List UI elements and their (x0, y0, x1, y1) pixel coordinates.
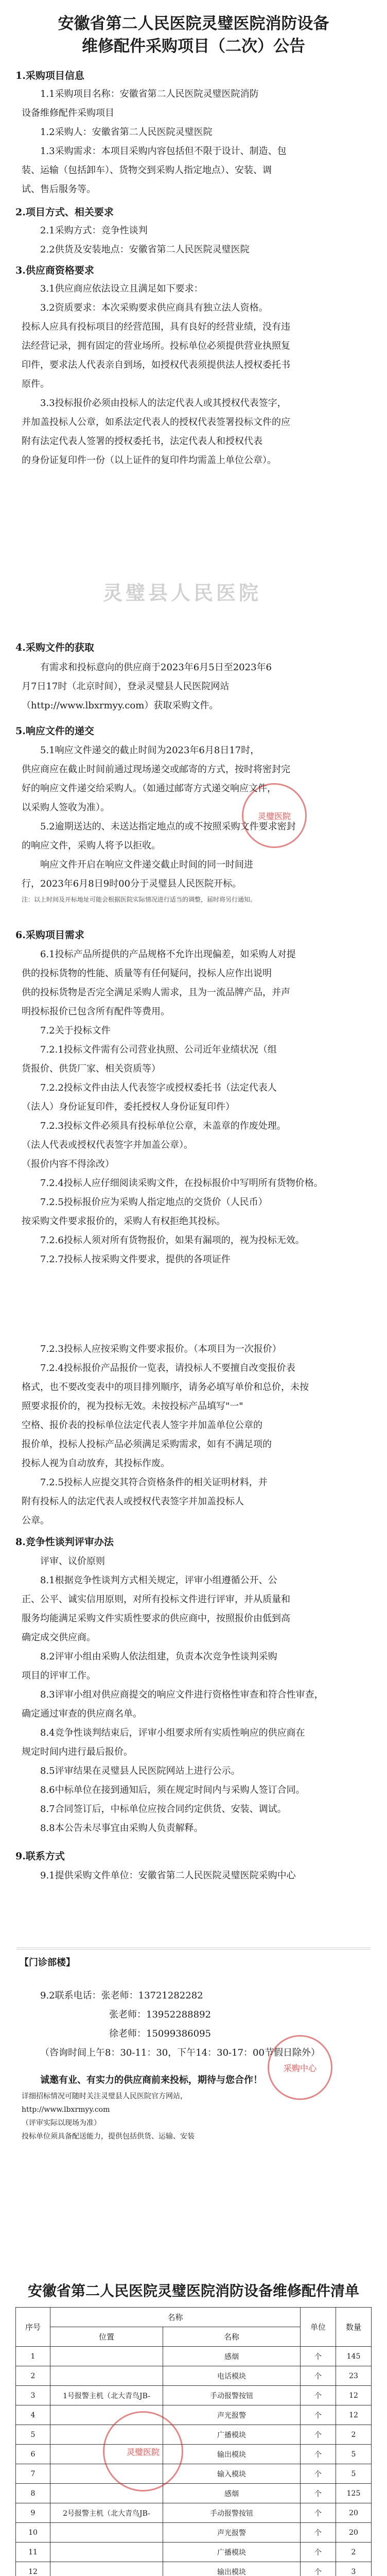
table-cell-pos: 1号报警主机（北大青鸟JB- (50, 2386, 163, 2405)
table-cell-qty: 20 (336, 2523, 372, 2543)
table-cell-qty: 23 (336, 2366, 372, 2386)
contact-phone-1: 9.2联系电话：张老师：13721282282 (40, 1990, 203, 2001)
s6-line: 7.2.5投标报价应为采购人指定地点的交货价（人民币） (40, 1197, 268, 1208)
table-cell-unit: 个 (301, 2562, 336, 2576)
table-cell-idx: 9 (16, 2503, 50, 2523)
table-cell-item: 输出模块 (163, 2445, 301, 2464)
s8-line: 项目的评审工作。 (22, 1670, 96, 1681)
section-5-heading: 5.响应文件的递交 (15, 725, 94, 737)
s9-line: 9.1提供采购文件单位：安徽省第二人民医院灵璧医院采购中心 (40, 1870, 296, 1881)
official-seal (268, 2035, 332, 2100)
s5-note: 注：以上时间及开标地址可能会根据医院实际情况进行适当的调整，届时将另行通知。 (22, 896, 257, 903)
table-row (16, 2347, 372, 2366)
contact-box-top-rule (16, 1947, 371, 1950)
s1-line: 设备维修配件采购项目 (22, 108, 114, 118)
table-cell-idx: 10 (16, 2523, 50, 2543)
s1-line: 装、运输（包括卸车）、货物交到采购人指定地点）、安装、调 (22, 165, 272, 176)
s5-line: 响应文件开启在响应文件递交截止时间的同一时间进 (40, 859, 253, 870)
s7-line: 附有投标人的法定代表人或授权代表签字并加盖投标人 (22, 1496, 244, 1507)
s8-line: 规定时间内进行最后报价。 (22, 1747, 133, 1757)
table-cell-qty: 145 (336, 2347, 372, 2366)
s8-line: 8.7合同签订后，中标单位应按合同约定供货、安装、调试。 (40, 1804, 287, 1815)
table-header-row (16, 2308, 372, 2327)
table-cell-item: 声光报警 (163, 2405, 301, 2425)
section-6-heading: 6.采购项目需求 (15, 929, 84, 941)
col-unit: 单位 (301, 2308, 336, 2347)
contact-website-link[interactable]: http://www.lbxrmyy.com (22, 2106, 110, 2114)
section-2-heading: 2.项目方式、相关要求 (15, 207, 114, 218)
s3-line: 投标人应具有投标项目的经营范围，具有良好的经营业绩，没有违 (22, 321, 290, 332)
section-9-heading: 9.联系方式 (15, 1851, 65, 1862)
s8-line: 8.1根据竞争性谈判方式相关规定，评审小组遵循公开、公 (40, 1575, 277, 1586)
s8-line: 评审、议价原则 (40, 1556, 105, 1567)
table-cell-item: 感烟 (163, 2347, 301, 2366)
section-8-body (22, 1552, 364, 1838)
table-cell-unit: 个 (301, 2523, 336, 2543)
seal-text: 灵璧医院 (257, 811, 291, 821)
s5-line: 供应商应在截止时间前通过现场递交或邮寄的方式，按时将密封完 (22, 764, 290, 775)
section-3-heading: 3.供应商资格要求 (15, 265, 94, 276)
document-title (0, 12, 387, 58)
s7-line: 照要求报价的，视为投标无效。未按投标产品填写"一" (22, 1401, 243, 1412)
parts-table (15, 2307, 372, 2576)
s3-line: 法经营记录，拥有固定的营业场所。投标单位必须提供营业执照复 (22, 341, 290, 351)
table-row (16, 2503, 372, 2523)
parts-table-title: 安徽省第二人民医院灵璧医院消防设备维修配件清单 (27, 2282, 359, 2299)
table-cell-item: 电话模块 (163, 2366, 301, 2386)
s3-line: 3.1供应商应依法设立且满足如下要求： (40, 283, 203, 294)
s8-line: 8.4竞争性谈判结束后，评审小组要求所有实质性响应的供应商在 (40, 1727, 305, 1738)
table-cell-idx: 3 (16, 2386, 50, 2405)
s3-line: 3.2资质要求：本次采购要求供应商具有独立法人资格。 (40, 302, 268, 313)
watermark-text: 灵璧县人民医院 (103, 581, 262, 604)
table-cell-qty: 12 (336, 2386, 372, 2405)
seal-text: 灵璧医院 (126, 2447, 160, 2457)
col-qty: 数量 (336, 2308, 372, 2347)
s6-line: 明投标报价已包含所有配件等费用。 (22, 1006, 170, 1017)
table-cell-pos: 2号报警主机（北大青鸟JB- (50, 2503, 163, 2523)
s2-line: 2.1采购方式：竞争性谈判 (40, 225, 148, 236)
table-cell-item: 广播模块 (163, 2425, 301, 2445)
table-cell-qty: 20 (336, 2503, 372, 2523)
s6-line: 货报价、供货厂家、相关资质等） (22, 1063, 161, 1074)
section-1-heading: 1.采购项目信息 (15, 70, 84, 81)
table-cell-pos (50, 2562, 163, 2576)
table-cell-qty: 125 (336, 2484, 372, 2503)
section-4-body (22, 658, 364, 715)
s7-line: 报价单，投标人投标产品必须满足采购需求，如有不满足项的 (22, 1439, 272, 1450)
s5-line: 5.1响应文件递交的截止时间为2023年6月8日17时， (40, 745, 260, 756)
table-cell-idx: 5 (16, 2425, 50, 2445)
s3-line: 3.3投标报价必须由投标人的法定代表人或其授权代表签字， (40, 398, 287, 409)
s4-line: （http://www.lbxrmyy.com）获取采购文件。 (22, 700, 219, 711)
s3-line: 的身份证复印件一份（以上证件的复印件均需盖上单位公章）。 (22, 455, 276, 466)
table-cell-item: 输入模块 (163, 2464, 301, 2484)
s8-line: 8.5评审结果在灵璧县人民医院网站上进行公示。 (40, 1766, 240, 1776)
s6-line: 7.2.6投标人须对所有货物报价，如果有漏项的，视为投标无效。 (40, 1235, 305, 1246)
section-2-body (22, 221, 364, 259)
table-cell-item: 输出模块 (163, 2562, 301, 2576)
title-line-1: 安徽省第二人民医院灵璧医院消防设备 (58, 14, 329, 33)
table-cell-item: 声光报警 (163, 2523, 301, 2543)
s4-line: 月7日17时（北京时间），登录灵璧县人民医院网站 (22, 681, 230, 692)
contact-welcome: 诚邀有业、有实力的供应商前来投标，期待与您合作！ (40, 2075, 262, 2086)
s6-line: 7.2.4投标人应仔细阅读采购文件，在投标报价中写明所有货物价格。 (40, 1178, 323, 1189)
table-cell-qty: 2 (336, 2543, 372, 2562)
table-row (16, 2543, 372, 2562)
s6-line: 按采购文件要求报价的，采购人有权拒绝其投标。 (22, 1216, 225, 1227)
table-cell-unit: 个 (301, 2543, 336, 2562)
s8-line: 正、公平、诚实信用原则，对所有投标文件进行评审，并从质量和 (22, 1594, 290, 1605)
table-row (16, 2425, 372, 2445)
s3-line: 印件，要求法人代表亲自到场，如授权代表须提供法人授权委托书 (22, 360, 290, 370)
contact-phone-2: 张老师：13952288892 (109, 2009, 211, 2020)
s6-line: 7.2.3投标文件必须具有投标单位公章，未盖章的作废处理。 (40, 1121, 286, 1131)
s5-line: 5.2逾期送达的、未送达指定地点的或不按照采购文件要求密封 (40, 821, 296, 832)
table-cell-item: 手动报警按钮 (163, 2386, 301, 2405)
table-cell-idx: 1 (16, 2347, 50, 2366)
s1-line: 1.2采购人：安徽省第二人民医院灵璧医院 (40, 127, 213, 138)
section-9-body (22, 1866, 364, 1885)
table-cell-unit: 个 (301, 2366, 336, 2386)
table-cell-qty: 5 (336, 2445, 372, 2464)
table-cell-unit: 个 (301, 2464, 336, 2484)
contact-note: 投标单位须具备配送能力，提供包括供货、运输、安装 (22, 2132, 195, 2141)
s6-line: 7.2.2投标文件由法人代表签字或授权委托书（法定代表人 (40, 1082, 277, 1093)
table-row (16, 2484, 372, 2503)
s7-line: 投标人视为自动放弃，其投标作废。 (22, 1458, 170, 1469)
s8-line: 8.2评审小组由采购人依法组建，负责本次竞争性谈判采购 (40, 1651, 277, 1662)
s1-line: 1.1采购项目名称：安徽省第二人民医院灵璧医院消防 (40, 89, 259, 99)
seal-text: 采购中心 (283, 2063, 316, 2073)
table-row (16, 2405, 372, 2425)
s3-line: 原件。 (22, 379, 49, 389)
table-row (16, 2562, 372, 2576)
table-cell-idx: 8 (16, 2484, 50, 2503)
s2-line: 2.2供货及安装地点：安徽省第二人民医院灵璧医院 (40, 244, 250, 255)
s6-line: 供的投标货物是否完全满足采购人需求，且为一流品牌产品，并声 (22, 987, 290, 998)
contact-phone-3: 徐老师：15099386095 (109, 2028, 211, 2039)
section-7-body (22, 1340, 364, 1530)
s8-line: 确定成交供应商。 (22, 1632, 96, 1643)
s6-line: 7.2.1投标文件需有公司营业执照、公司近年业绩状况（组 (40, 1044, 277, 1055)
s8-line: 8.6中标单位在接到通知后，须在规定时间内与采购人签订合同。 (40, 1785, 305, 1795)
section-1-body (22, 84, 364, 199)
table-cell-item: 手动报警按钮 (163, 2503, 301, 2523)
table-cell-unit: 个 (301, 2405, 336, 2425)
col-index: 序号 (16, 2308, 50, 2347)
s7-line: 公章。 (22, 1515, 49, 1526)
s8-line: 8.8本公告未尽事宜由采购人负责解释。 (40, 1823, 203, 1834)
s5-line: 以采购人签收为准）。 (22, 802, 110, 813)
s8-line: 8.3评审小组对供应商提交的响应文件进行资格性审查和符合性审查， (40, 1689, 324, 1700)
table-cell-idx: 6 (16, 2445, 50, 2464)
table-cell-unit: 个 (301, 2445, 336, 2464)
s6-line: 7.2关于投标文件 (40, 1025, 111, 1036)
s6-line: （法人）身份证复印件，委托授权人身份证复印件） (22, 1101, 235, 1112)
table-cell-unit: 个 (301, 2386, 336, 2405)
official-seal (242, 783, 307, 848)
s3-line: 附有法定代表人签署的授权委托书，法定代表人和授权代表 (22, 436, 262, 447)
contact-hours: （咨询时间上午8：30-11：30，下午14：30-17：00节假日除外） (40, 2047, 320, 2058)
section-6-body (22, 945, 364, 1269)
table-cell-idx: 4 (16, 2405, 50, 2425)
s6-line: 6.1投标产品所提供的产品规格不允许出现偏差，如采购人对提 (40, 949, 296, 960)
table-cell-pos (50, 2347, 163, 2366)
table-row (16, 2464, 372, 2484)
table-cell-unit: 个 (301, 2484, 336, 2503)
table-cell-idx: 12 (16, 2562, 50, 2576)
table-cell-qty: 12 (336, 2405, 372, 2425)
table-cell-pos (50, 2366, 163, 2386)
s4-line: 有需求和投标意向的供应商于2023年6月5日至2023年6 (40, 662, 272, 673)
table-cell-idx: 11 (16, 2543, 50, 2562)
table-cell-unit: 个 (301, 2347, 336, 2366)
s7-line: 7.2.5投标人应提交其符合资格条件的相关证明材料，并 (40, 1477, 268, 1488)
title-line-2: 维修配件采购项目（二次）公告 (82, 37, 305, 56)
section-4-heading: 4.采购文件的获取 (15, 642, 94, 653)
table-row (16, 2386, 372, 2405)
table-row (16, 2445, 372, 2464)
contact-note: （评审实际以现场为准） (22, 2119, 101, 2127)
table-row (16, 2366, 372, 2386)
s1-line: 1.3采购需求：本项目采购内容包括但不限于设计、制造、包 (40, 146, 287, 157)
table-cell-qty: 2 (336, 2425, 372, 2445)
table-cell-item: 感烟 (163, 2484, 301, 2503)
s6-line: 7.2.7投标人按采购文件要求，提供的各项证件 (40, 1254, 231, 1265)
table-row (16, 2523, 372, 2543)
s8-line: 确定通过审查的供应商名单。 (22, 1708, 142, 1719)
s7-line: 7.2.3投标人应按采购文件要求报价。（本项目为一次报价） (40, 1344, 282, 1354)
s7-line: 7.2.4投标报价产品报价一览表，请投标人不要擅自改变报价表 (40, 1363, 295, 1374)
table-cell-unit: 个 (301, 2503, 336, 2523)
s5-line: 行，2023年6月8日9时00分于灵璧县人民医院开标。 (22, 878, 242, 889)
table-cell-idx: 7 (16, 2464, 50, 2484)
table-cell-qty: 5 (336, 2464, 372, 2484)
s7-line: 空格、报价表的投标单位法定代表人签字并加盖单位公章的 (22, 1420, 262, 1431)
table-cell-pos (50, 2523, 163, 2543)
section-3-body (22, 279, 364, 470)
table-cell-item: 广播模块 (163, 2543, 301, 2562)
col-name: 名称 (50, 2308, 301, 2327)
contact-box-title: 【门诊部楼】 (20, 1957, 75, 1968)
s6-line: （法人代表或授权代表签字并加盖公章）。 (22, 1140, 193, 1150)
section-5-body (22, 741, 364, 906)
table-cell-unit: 个 (301, 2425, 336, 2445)
parts-table-body (16, 2347, 372, 2576)
s6-line: 供的投标货物的性能、质量等有任何疑问，投标人应作出说明 (22, 968, 272, 979)
section-8-heading: 8.竞争性谈判评审办法 (15, 1536, 114, 1548)
table-cell-qty: 3 (336, 2562, 372, 2576)
official-seal (103, 2411, 183, 2492)
s5-line: 的响应文件，采购人将予以拒收。 (22, 840, 161, 851)
s5-line: 好的响应文件递交给采购人。（如通过邮寄方式递交响应文件， (22, 783, 276, 794)
s1-line: 试、售后服务等。 (22, 184, 96, 195)
s6-line: （报价内容不得涂改） (22, 1159, 114, 1170)
s3-line: 并加盖投标人公章，如系法定代表人的授权代表签署投标文件的应 (22, 417, 290, 428)
contact-note: 详细招标情况可随时关注灵璧县人民医院官方网站， (22, 2092, 187, 2100)
s7-line: 格式，也不要改变表中的项目排列顺序，请务必填写单价和总价，未按 (22, 1382, 309, 1393)
col-item: 名称 (163, 2327, 301, 2347)
table-cell-idx: 2 (16, 2366, 50, 2386)
table-cell-pos (50, 2543, 163, 2562)
s8-line: 服务均能满足采购文件实质性要求的供应商中，按照报价由低到高 (22, 1613, 290, 1624)
col-position: 位置 (50, 2327, 163, 2347)
